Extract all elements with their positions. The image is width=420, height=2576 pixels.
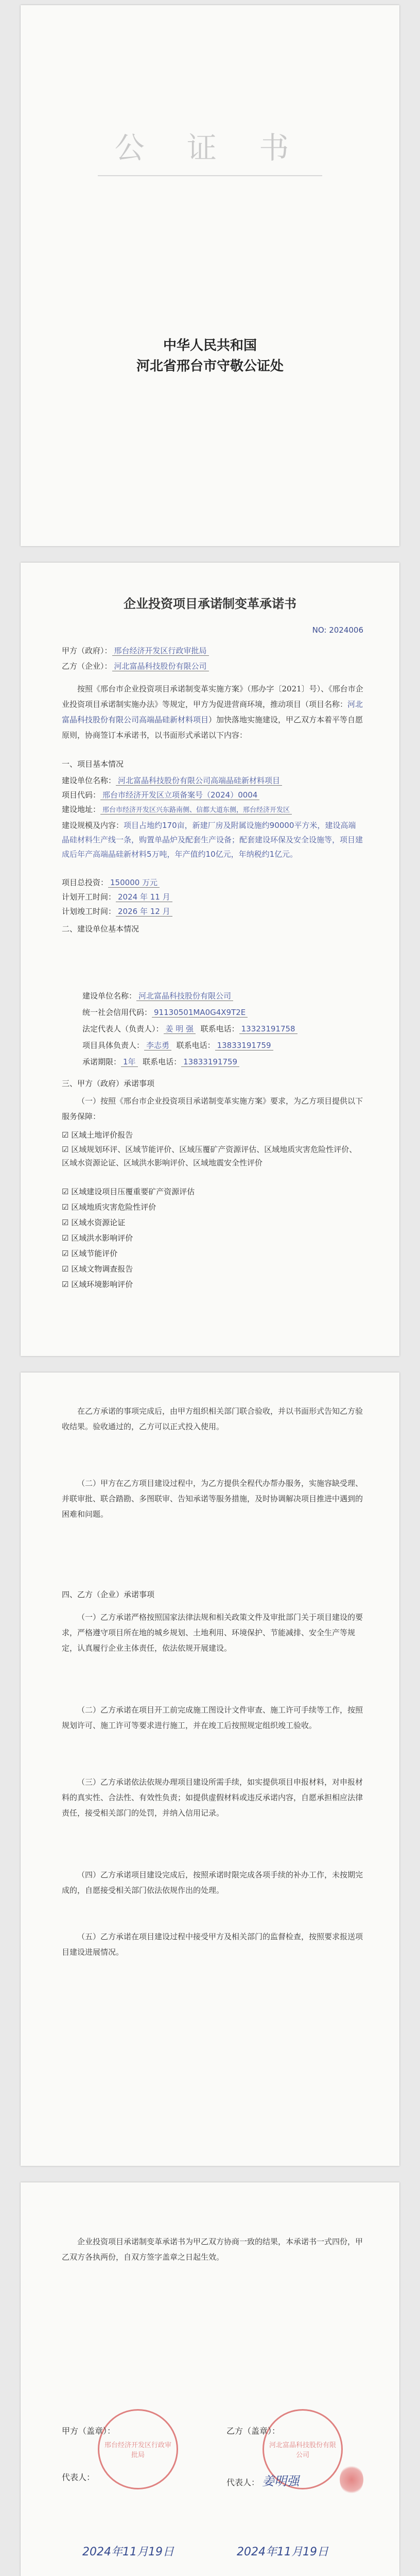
section-4-heading: 四、乙方（企业）承诺事项 (62, 1590, 155, 1599)
section-1-heading: 一、项目基本情况 (62, 759, 124, 769)
checklist-item: ☑ 区域规划环评、区域节能评价、区域压覆矿产资源评估、区域地质灾害危险性评价、区域水资源论证、区域洪水影响评价、区域地震安全性评价 (62, 1145, 357, 1167)
closing-paragraph: 企业投资项目承诺制变革承诺书为甲乙双方协商一致的结果，本承诺书一式四份，甲乙双方各执两份，自双方签字盖章之日起生效。 (62, 2237, 363, 2262)
serial-number: NO: 2024006 (312, 625, 363, 635)
checklist-item: ☑ 区域文物调查报告 (62, 1264, 133, 1274)
party-b-seal-label: 乙方（盖章）： (226, 2426, 281, 2436)
commitment-page-2 (21, 1372, 399, 2166)
paragraph: （二）乙方承诺在项目开工前完成施工图设计文件审查、施工许可手续等工作，按照规划许可、施工许可等要求进行施工，并在竣工后按照规定组织竣工验收。 (62, 1705, 363, 1730)
cover-country: 中华人民共和国 (163, 338, 257, 353)
checklist-item: ☑ 区域洪水影响评价 (62, 1233, 133, 1243)
section-2-heading: 二、建设单位基本情况 (62, 924, 139, 934)
company-name-row: 建设单位名称： 河北富晶科技股份有限公司 (82, 990, 363, 1002)
paragraph: （四）乙方承诺项目建设完成后，按照承诺时限完成各项手续的补办工作，未按期完成的，自愿接受相关部门依法依规作出的处理。 (62, 1870, 363, 1895)
checklist-item: ☑ 区域土地评价报告 (62, 1130, 133, 1140)
field-scale: 建设规模及内容：项目占地约170亩，新建厂房及附属设施约90000平方米，建设高端晶硅材料生产线一条，购置单晶炉及配套生产设备；配套建设环保及安全设施等，项目建成后年产高端晶硅新材料5万吨，年产值约10亿元，年纳税约1亿元。 (62, 821, 363, 859)
signature-page (21, 2182, 399, 2576)
party-a-rep-label: 代表人： (62, 2472, 95, 2482)
party-a-seal-label: 甲方（盖章）： (62, 2426, 116, 2436)
field-address: 建设地址： 邢台市经济开发区兴东路南侧、信都大道东侧，邢台经济开发区 (62, 804, 363, 816)
party-b-signature: 姜明强 (262, 2474, 300, 2488)
section-3-intro: （一）按照《邢台市企业投资项目承诺制变革实施方案》要求，为乙方项目提供以下服务保障： (62, 1096, 363, 1121)
commitment-page-1 (21, 563, 399, 1356)
cover-divider (98, 175, 322, 176)
field-company: 建设单位名称： 河北富晶科技股份有限公司高端晶硅新材料项目 (62, 775, 363, 786)
project-lead-row: 项目具体负责人： 李志勇 联系电话： 13833191759 (82, 1040, 363, 1051)
field-project-code: 项目代码： 邢台市经济开发区立项备案号（2024）0004 (62, 789, 363, 801)
cover-office: 河北省邢台市守敬公证处 (136, 359, 284, 374)
paragraph: 在乙方承诺的事项完成后，由甲方组织相关部门联合验收，并以书面形式告知乙方验收结果。验收通过的，乙方可以正式投入使用。 (62, 1406, 363, 1431)
party-b-stamp: 河北富晶科技股份有限公司 (262, 2409, 343, 2489)
cover-page (21, 5, 399, 546)
checklist-item: ☑ 区域环境影响评价 (62, 1280, 133, 1289)
section-3-heading: 三、甲方（政府）承诺事项 (62, 1079, 155, 1088)
credit-code-row: 统一社会信用代码： 91130501MA0G4X9T2E (82, 1007, 363, 1018)
party-a-date: 2024年11月19日 (82, 2546, 174, 2558)
commitment-title: 企业投资项目承诺制变革承诺书 (124, 596, 296, 611)
checklist-item: ☑ 区域地质灾害危险性评价 (62, 1202, 156, 1212)
paragraph: （五）乙方承诺在项目建设过程中接受甲方及相关部门的监督检查，按照要求报送项目建设进展情况。 (62, 1932, 363, 1957)
party-a: 甲方（政府）： 邢台经济开发区行政审批局 (62, 645, 363, 656)
paragraph: （二）甲方在乙方项目建设过程中，为乙方提供全程代办帮办服务，实施容缺受理、并联审批、联合踏勘、多图联审、告知承诺等服务措施，及时协调解决项目推进中遇到的困难和问题。 (62, 1479, 363, 1519)
checklist-item: ☑ 区域水资源论证 (62, 1218, 126, 1227)
party-a-stamp: 邢台经济开发区行政审批局 (98, 2409, 178, 2489)
paragraph: （三）乙方承诺依法依规办理项目建设所需手续，如实提供项目申报材料，对申报材料的真实性、合法性、有效性负责；如提供虚假材料或违反承诺内容，自愿承担相应法律责任，接受相关部门的处罚，并纳入信用记录。 (62, 1777, 363, 1818)
checklist-item: ☑ 区域节能评价 (62, 1249, 118, 1258)
term-row: 承诺期限： 1年 联系电话： 13833191759 (82, 1056, 363, 1067)
party-b: 乙方（企业）： 河北富晶科技股份有限公司 (62, 660, 363, 672)
checklist-item: ☑ 区域建设项目压覆重要矿产资源评估 (62, 1187, 195, 1196)
legal-rep-row: 法定代表人（负责人）： 姜 明 强 联系电话： 13323191758 (82, 1023, 363, 1035)
party-b-rep-label: 代表人： 姜明强 (226, 2474, 300, 2488)
field-investment: 项目总投资： 150000 万元 (62, 877, 363, 888)
fingerprint-mark (340, 2465, 363, 2495)
field-end: 计划竣工时间： 2026 年 12 月 (62, 906, 363, 917)
paragraph: （一）乙方承诺严格按照国家法律法规和相关政策文件及审批部门关于项目建设的要求，严格遵守项目所在地的城乡规划、土地利用、环境保护、节能减排、安全生产等规定，认真履行企业主体责任，依法依规开展建设。 (62, 1613, 363, 1653)
party-b-date: 2024年11月19日 (237, 2546, 328, 2558)
intro-paragraph: 按照《邢台市企业投资项目承诺制变革实施方案》（邢办字〔2021〕号）、《邢台市企业投资项目承诺制实施办法》等规定，甲方为促进营商环境，推动项目（项目名称：河北富晶科技股份有限公司高端晶硅新材料项目）加快落地实施建设，甲乙双方本着平等自愿原则，协商签订本承诺书，以书面形式承诺以下内容： (62, 684, 363, 740)
cover-title: 公 证 书 (114, 130, 306, 165)
field-start: 计划开工时间： 2024 年 11 月 (62, 891, 363, 903)
